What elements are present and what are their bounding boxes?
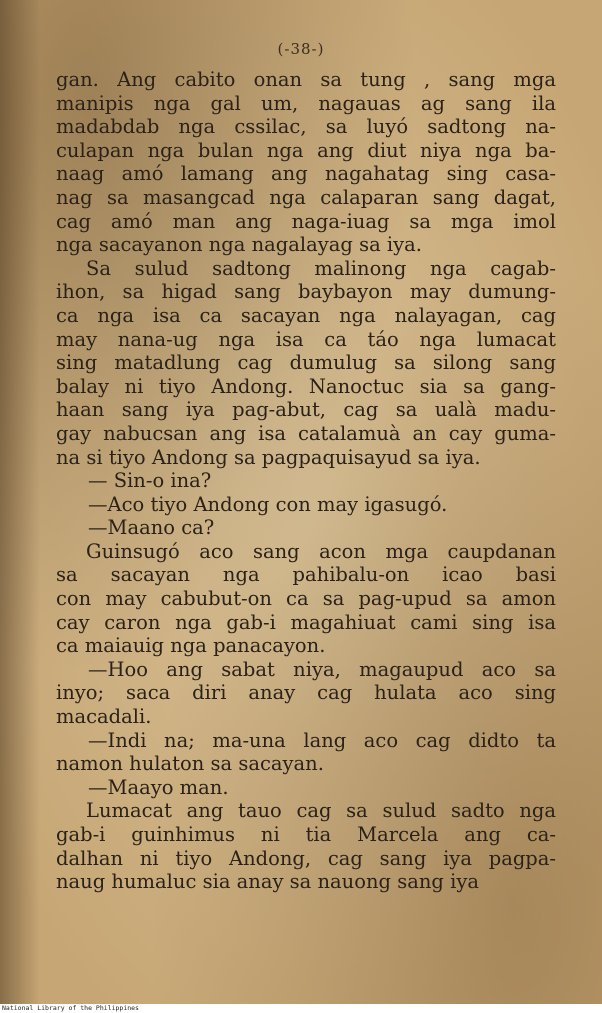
- text-line: inyo; saca diri anay cag hulata aco sing: [56, 681, 556, 705]
- text-line: — Sin-o ina?: [88, 469, 212, 493]
- text-line: na si tiyo Andong sa pagpaquisayud sa iya.: [56, 445, 481, 469]
- text-line: sa sacayan nga pahibalu-on icao basi: [56, 563, 556, 587]
- text-line: —Maayo man.: [88, 775, 229, 799]
- text-line: haan sang iya pag-abut, cag sa ualà madu-: [56, 398, 556, 422]
- text-line: con may cabubut-on ca sa pag-upud sa amon: [56, 587, 556, 611]
- text-line: macadali.: [56, 705, 152, 729]
- text-line: —Aco tiyo Andong con may igasugó.: [88, 492, 448, 516]
- text-line: naug humaluc sia anay sa nauong sang iya: [56, 870, 479, 894]
- text-line: cay caron nga gab-i magahiuat cami sing isa: [56, 610, 556, 634]
- text-line: sing matadlung cag dumulug sa silong sang: [56, 351, 556, 375]
- text-line: balay ni tiyo Andong. Nanoctuc sia sa gang-: [56, 374, 556, 398]
- page-text: [56, 68, 556, 894]
- page-number: (-38-): [277, 40, 325, 58]
- text-line: Guinsugó aco sang acon mga caupdanan: [86, 539, 556, 563]
- text-line: gab-i guinhimus ni tia Marcela ang ca-: [56, 823, 556, 846]
- text-line: naag amó lamang ang nagahatag sing casa-: [56, 162, 556, 186]
- binding-shadow: [0, 0, 40, 1004]
- text-line: —Hoo ang sabat niya, magaupud aco sa: [88, 657, 556, 681]
- text-line: Lumacat ang tauo cag sa sulud sadto nga: [86, 799, 556, 823]
- text-line: culapan nga bulan nga ang diut niya nga ba-: [56, 138, 556, 162]
- text-line: dalhan ni tiyo Andong, cag sang iya pagpa-: [56, 846, 556, 870]
- text-line: manipis nga gal um, nagauas ag sang ila: [56, 91, 556, 115]
- text-line: namon hulaton sa sacayan.: [56, 752, 324, 776]
- text-line: cag amó man ang naga-iuag sa mga imol: [56, 209, 556, 233]
- text-line: ihon, sa higad sang baybayon may dumung-: [56, 280, 556, 304]
- text-line: —Maano ca?: [88, 516, 215, 540]
- text-line: Sa sulud sadtong malinong nga cagab-: [86, 256, 556, 280]
- text-line: madabdab nga cssilac, sa luyó sadtong na-: [56, 115, 556, 139]
- text-line: nga sacayanon nga nagalayag sa iya.: [56, 233, 422, 257]
- text-line: gan. Ang cabito onan sa tung , sang mga: [56, 68, 556, 91]
- text-line: ca maiauig nga panacayon.: [56, 634, 326, 658]
- text-line: may nana-ug nga isa ca táo nga lumacat: [56, 327, 556, 351]
- text-line: gay nabucsan ang isa catalamuà an cay guma-: [56, 421, 556, 445]
- text-line: —Indi na; ma-una lang aco cag didto ta: [88, 728, 556, 752]
- footer-credit: National Library of the Philippines: [0, 1004, 602, 1013]
- text-line: ca nga isa ca sacayan nga nalayagan, cag: [56, 303, 556, 327]
- text-line: nag sa masangcad nga calaparan sang dagat,: [56, 185, 556, 209]
